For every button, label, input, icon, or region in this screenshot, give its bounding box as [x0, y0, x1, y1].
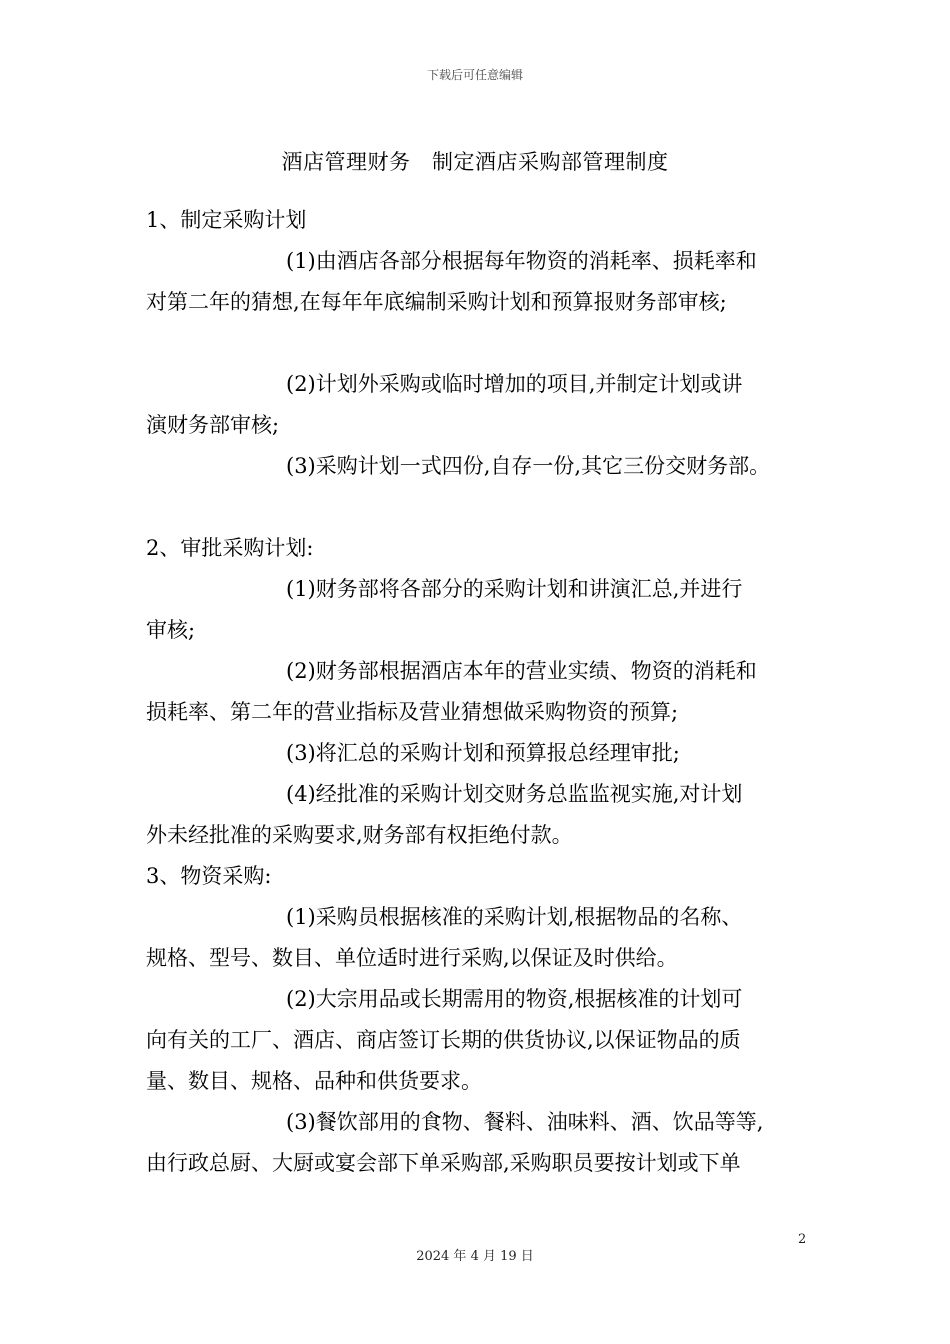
page-footer-date: 2024 年 4 月 19 日: [416, 1249, 534, 1264]
paragraph-line: 规格、型号、数目、单位适时进行采购,以保证及时供给。: [146, 946, 678, 970]
paragraph-line: 量、数目、规格、品种和供货要求。: [146, 1069, 482, 1093]
paragraph-line: (3)采购计划一式四份,自存一份,其它三份交财务部。: [286, 454, 771, 478]
paragraph-line: (1)采购员根据核准的采购计划,根据物品的名称、: [286, 905, 743, 929]
section-heading-3: 3、物资采购:: [146, 864, 272, 888]
paragraph-line: (4)经批准的采购计划交财务总监监视实施,对计划: [286, 782, 743, 806]
paragraph-line: 损耗率、第二年的营业指标及营业猜想做采购物资的预算;: [146, 700, 679, 724]
document-title: 酒店管理财务 制定酒店采购部管理制度: [281, 150, 669, 174]
section-heading-2: 2、审批采购计划:: [146, 536, 314, 560]
paragraph-line: 审核;: [146, 618, 196, 642]
paragraph-line: (3)餐饮部用的食物、餐料、油味料、酒、饮品等等,: [286, 1110, 764, 1134]
page-header: 下载后可任意编辑: [426, 68, 523, 82]
paragraph-line: (3)将汇总的采购计划和预算报总经理审批;: [286, 741, 680, 765]
paragraph-line: 由行政总厨、大厨或宴会部下单采购部,采购职员要按计划或下单: [146, 1151, 741, 1175]
paragraph-line: 向有关的工厂、酒店、商店签订长期的供货协议,以保证物品的质: [146, 1028, 741, 1052]
paragraph-line: (2)财务部根据酒店本年的营业实绩、物资的消耗和: [286, 659, 757, 683]
paragraph-line: (1)由酒店各部分根据每年物资的消耗率、损耗率和: [286, 249, 757, 273]
paragraph-line: (2)计划外采购或临时增加的项目,并制定计划或讲: [286, 372, 743, 396]
document-body: [146, 200, 826, 1184]
blank-line: [146, 323, 826, 364]
paragraph-line: 外未经批准的采购要求,财务部有权拒绝付款。: [146, 823, 573, 847]
paragraph-line: (2)大宗用品或长期需用的物资,根据核准的计划可: [286, 987, 743, 1011]
paragraph-line: (1)财务部将各部分的采购计划和讲演汇总,并进行: [286, 577, 743, 601]
page-number: 2: [798, 1232, 807, 1247]
paragraph-line: 演财务部审核;: [146, 413, 280, 437]
blank-line: [146, 487, 826, 528]
paragraph-line: 对第二年的猜想,在每年年底编制采购计划和预算报财务部审核;: [146, 290, 727, 314]
section-heading-1: 1、制定采购计划: [146, 208, 307, 232]
